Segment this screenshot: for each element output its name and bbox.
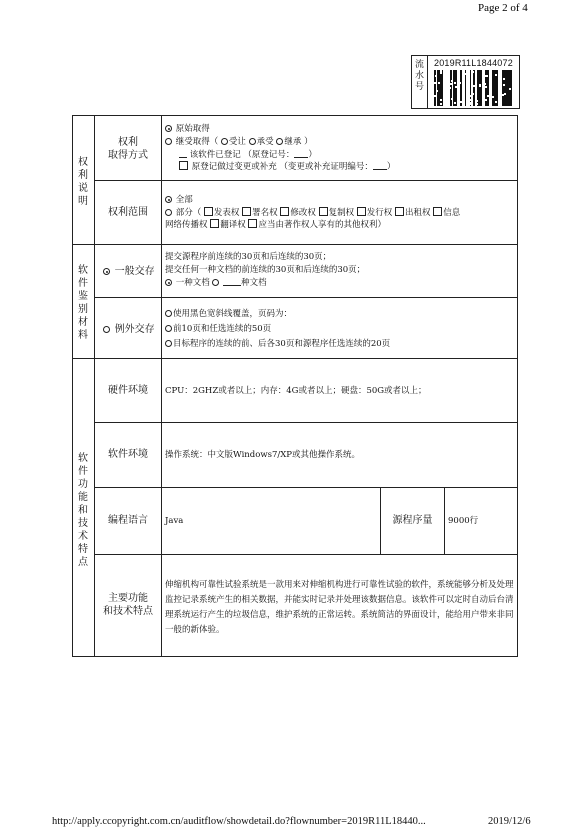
source-amount-label: 源程序量 [392,515,433,526]
checkbox-icon [357,207,366,216]
features-section-label [76,452,90,569]
scope-line2 [165,219,386,231]
scope-all-text: 全部 [175,195,193,205]
bear-text: 承受 [256,137,274,147]
scope-item: 署名权 [252,208,278,218]
scope-item: 出租权 [405,208,431,218]
general-deposit-label: 一般交存 [114,266,155,277]
radio-icon [221,138,228,145]
changed-suffix: ） [386,162,396,172]
checkbox-icon [248,219,257,228]
acquisition-original-text: 原始取得 [175,124,210,134]
acquisition-original-option[interactable] [165,123,210,135]
exception-option2[interactable] [165,323,271,335]
main-features-value: 伸缩机构可靠性试验系统是一款用来对伸缩机构进行可靠性试验的软件，系统能够分析及处理监控记录系统产生的相关数据，并能实时记录并处理该数据信息。该软件可以定时自动后台清理系统运行产生的垃圾信息，维护系统的正常运转。系统简洁的界面设计，能给用户带来非同一般的新体验。 [165,580,514,635]
acquisition-label-line1: 权利 [118,137,138,148]
checkbox-icon [204,207,213,216]
materials-section-label [76,264,90,342]
footer-url: http://apply.ccopyright.com.cn/auditflow/showdetail.do?flownumber=2019R11L18440... [52,816,426,827]
registered-suffix: ） [308,150,317,160]
registration-table [72,115,518,657]
label-char: 利 [78,170,88,181]
scope-item: 翻译权 [220,220,246,230]
exception-option1-text: 使用黑色宽斜线覆盖，页码为： [173,309,293,319]
label-char: 术 [78,531,88,542]
hardware-label: 硬件环境 [108,385,148,396]
general-doc-options[interactable] [165,277,267,289]
exception-option3[interactable] [165,338,390,350]
barcode-image [434,70,514,106]
blank-line [179,149,187,158]
radio-icon [276,138,283,145]
page-indicator: Page 2 of 4 [478,2,528,14]
label-char: 权 [78,157,88,168]
label-char: 技 [78,518,88,529]
checkbox-icon [280,207,289,216]
doc-kinds-text: 种文档 [241,278,267,288]
changed-text: 原登记做过变更或补充 （变更或补充证明编号： [191,162,373,172]
acquisition-label-line2: 取得方式 [108,150,148,161]
scope-label: 权利范围 [108,207,148,218]
serial-label-char: 水 [414,71,424,81]
scope-item: 发行权 [366,208,393,218]
doc-one-text: 一种文档 [175,278,210,288]
label-char: 软 [78,453,88,464]
serial-label [412,56,428,108]
software-value: 操作系统：中文版Windows7/XP或其他操作系统。 [165,450,361,460]
checkbox-icon [319,207,328,216]
radio-icon [165,310,172,317]
radio-icon [165,209,172,216]
radio-icon [165,138,172,145]
checkbox-icon [395,207,404,216]
acquisition-label [95,136,161,162]
checkbox-icon [179,161,188,170]
label-char: 明 [78,196,88,207]
label-char: 软 [78,265,88,276]
label-char: 能 [78,492,88,503]
label-char: 点 [78,557,88,568]
radio-icon [165,325,172,332]
inherit-text: 继承 [284,137,302,147]
general-deposit-option[interactable] [97,265,161,278]
exception-deposit-label: 例外交存 [114,324,155,335]
general-line2: 提交任何一种文档的前连续的30页和后连续的30页； [165,265,366,275]
serial-number: 2019R11L1844072 [434,58,513,68]
inherited-text: 继受取得（ [175,137,219,147]
scope-item: 复制权 [328,208,355,218]
exception-deposit-option[interactable] [97,323,161,336]
blank-line [373,161,387,170]
serial-number-box [411,55,520,109]
main-features-label-line1: 主要功能 [108,593,148,604]
radio-icon [103,326,110,333]
transfer-text: 受让 [228,137,246,147]
software-label: 软件环境 [108,449,148,460]
radio-selected-icon [165,196,172,203]
label-char: 功 [78,479,88,490]
label-char: 材 [78,317,88,328]
serial-label-char: 号 [414,82,424,92]
label-char: 特 [78,544,88,555]
blank-line [294,149,308,158]
checkbox-icon [210,219,219,228]
footer-date: 2019/12/6 [488,816,531,827]
registered-text: 该软件已登记 （原登记号： [189,150,295,160]
scope-item: 网络传播权 [165,220,208,230]
close-paren: ） [304,137,313,147]
exception-option1[interactable] [165,308,292,320]
acquisition-inherited-option[interactable] [165,136,313,148]
main-features-label-line2: 和技术特点 [103,606,153,617]
checkbox-icon [433,207,442,216]
radio-icon [249,138,256,145]
rights-section-label [76,156,90,208]
registered-line [179,149,317,161]
scope-partial-option[interactable] [165,207,460,219]
blank-line [223,277,241,286]
checkbox-icon [242,207,251,216]
radio-selected-icon [165,125,172,132]
radio-icon [212,279,219,286]
main-features-label [95,592,161,618]
exception-option2-text: 前10页和任选连续的50页 [173,324,272,334]
language-value: Java [165,516,184,526]
scope-item: 信息 [443,208,461,218]
scope-partial-text: 部分（ [175,208,202,218]
scope-item: 修改权 [290,208,316,218]
scope-item: 应当由著作权人享有的其他权利 [258,220,378,230]
language-label: 编程语言 [108,515,148,526]
label-char: 鉴 [78,291,88,302]
label-char: 说 [78,183,88,194]
radio-selected-icon [165,279,172,286]
source-amount-value: 9000行 [448,516,479,526]
general-line1: 提交源程序前连续的30页和后连续的30页； [165,252,332,262]
hardware-value: CPU：2GHZ或者以上；内存：4G或者以上；硬盘：50G或者以上； [165,386,427,396]
radio-icon [165,340,172,347]
serial-label-char: 流 [414,60,424,70]
label-char: 件 [78,466,88,477]
label-char: 料 [78,330,88,341]
changed-line[interactable] [179,161,395,173]
exception-option3-text: 目标程序的连续的前、后各30页和源程序任选连续的20页 [173,339,391,349]
scope-all-option[interactable] [165,194,193,206]
close-paren: ） [377,220,386,230]
label-char: 别 [78,304,88,315]
label-char: 和 [78,505,88,516]
radio-selected-icon [103,268,110,275]
label-char: 件 [78,278,88,289]
scope-item: 发表权 [213,208,240,218]
